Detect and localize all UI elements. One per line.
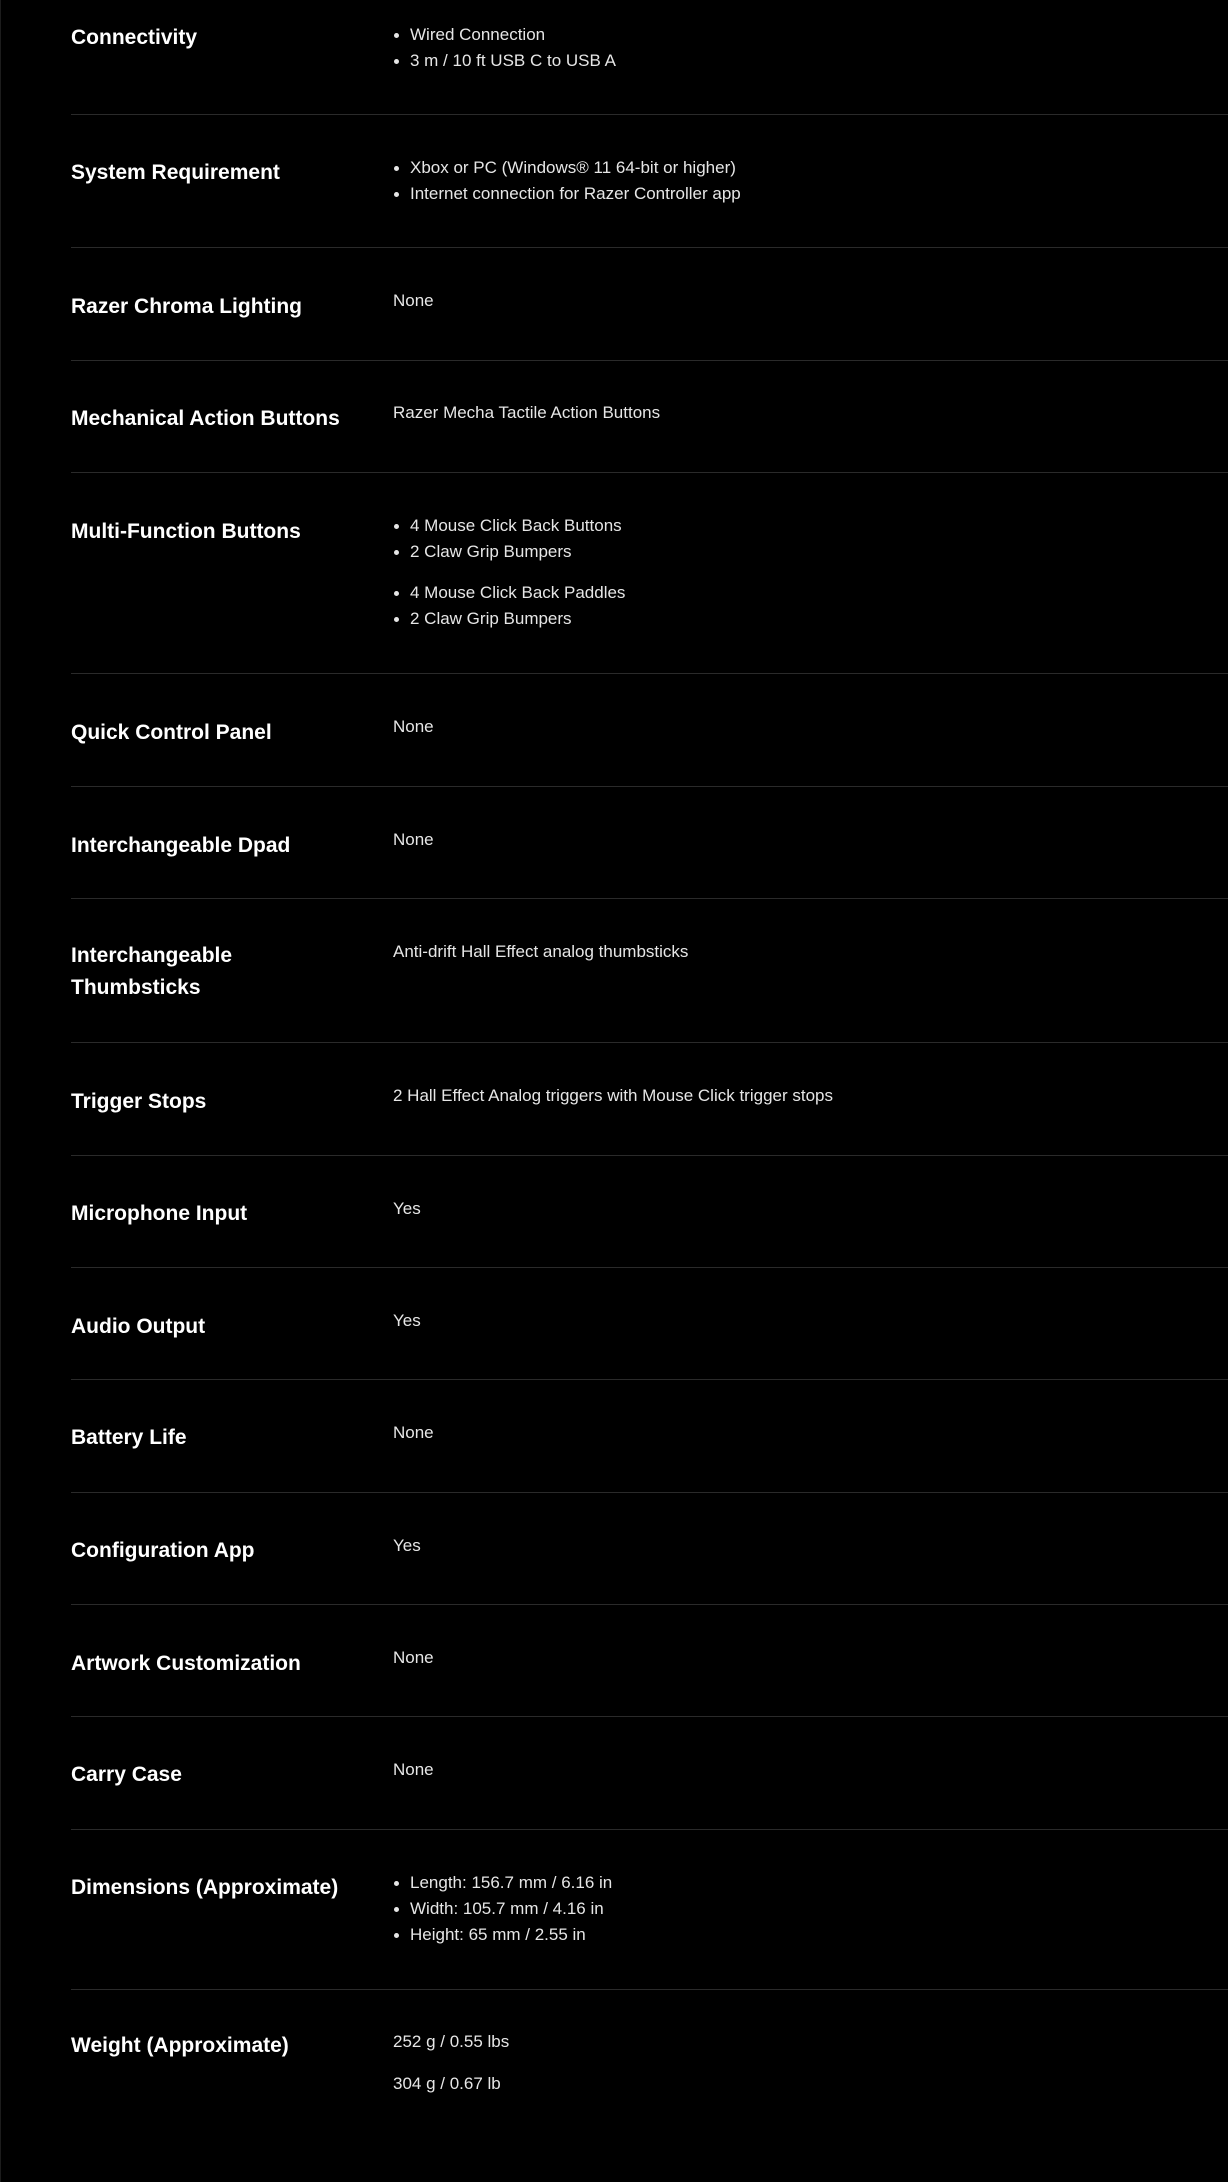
spec-value-text: None (393, 1423, 434, 1442)
spec-value-text: 304 g / 0.67 lb (393, 2074, 501, 2093)
spec-value-item: Internet connection for Razer Controller app (393, 181, 1208, 207)
spec-row (71, 899, 1228, 1043)
spec-value (393, 22, 1208, 74)
spec-value (393, 155, 1208, 207)
spec-value (393, 1645, 1208, 1671)
spec-value-text: None (393, 717, 434, 736)
spec-label: Carry Case (71, 1763, 182, 1786)
spec-value-item: 4 Mouse Click Back Paddles (393, 580, 1208, 606)
spec-value-item: 2 Claw Grip Bumpers (393, 606, 1208, 632)
spec-value-text: Yes (393, 1536, 421, 1555)
spec-label: Connectivity (71, 26, 198, 49)
spec-value-text: 2 Hall Effect Analog triggers with Mouse Click trigger stops (393, 1086, 833, 1105)
spec-value (393, 1308, 1208, 1334)
spec-value-item: 2 Claw Grip Bumpers (393, 539, 1208, 565)
spec-row (71, 1717, 1228, 1830)
spec-row (71, 0, 1228, 115)
spec-label: Interchangeable Dpad (71, 834, 291, 857)
spec-row (71, 1493, 1228, 1605)
spec-value (393, 1083, 1208, 1109)
spec-value-list (393, 1870, 1208, 1948)
spec-value (393, 288, 1208, 314)
spec-label: Interchangeable Thumbsticks (71, 944, 233, 999)
spec-value-list (393, 155, 1208, 207)
spec-row (71, 248, 1228, 361)
spec-value (393, 1757, 1208, 1783)
spec-label: Battery Life (71, 1426, 187, 1449)
spec-value-text: None (393, 830, 434, 849)
spec-row (71, 1156, 1228, 1268)
spec-value (393, 1533, 1208, 1559)
spec-value-list (393, 22, 1208, 74)
spec-label: Razer Chroma Lighting (71, 295, 303, 318)
spec-value (393, 400, 1208, 426)
spec-label: Microphone Input (71, 1202, 248, 1225)
spec-value (393, 827, 1208, 853)
spec-value-text: None (393, 291, 434, 310)
spec-label: Weight (Approximate) (71, 2034, 289, 2057)
spec-row (71, 674, 1228, 787)
spec-value-text: None (393, 1648, 434, 1667)
spec-value-item: Height: 65 mm / 2.55 in (393, 1922, 1208, 1948)
spec-row (71, 361, 1228, 473)
spec-value-text: Razer Mecha Tactile Action Buttons (393, 403, 661, 422)
spec-value-text: 252 g / 0.55 lbs (393, 2032, 510, 2051)
spec-label: Audio Output (71, 1315, 206, 1338)
spec-value (393, 1870, 1208, 1948)
spec-label: Mechanical Action Buttons (71, 407, 340, 430)
spec-value-text: Yes (393, 1199, 421, 1218)
spec-row (71, 1830, 1228, 1990)
spec-value (393, 1196, 1208, 1222)
spec-value-list (393, 513, 1208, 565)
spec-value (393, 714, 1208, 740)
spec-row (71, 1043, 1228, 1156)
spec-label: Artwork Customization (71, 1652, 301, 1675)
spec-row (71, 1605, 1228, 1717)
spec-value-item: Width: 105.7 mm / 4.16 in (393, 1896, 1208, 1922)
spec-row (71, 1990, 1228, 2182)
spec-row (71, 473, 1228, 674)
spec-label: Multi-Function Buttons (71, 520, 301, 543)
spec-value-item: Xbox or PC (Windows® 11 64-bit or higher) (393, 155, 1208, 181)
spec-value (393, 1420, 1208, 1446)
spec-value (393, 939, 1208, 965)
spec-value-item: Wired Connection (393, 22, 1208, 48)
spec-value-item: 4 Mouse Click Back Buttons (393, 513, 1208, 539)
spec-label: Trigger Stops (71, 1090, 207, 1113)
spec-label: Configuration App (71, 1539, 255, 1562)
spec-label: Quick Control Panel (71, 721, 272, 744)
spec-row (71, 115, 1228, 248)
page-left-border (0, 0, 1, 2182)
spec-value-item: Length: 156.7 mm / 6.16 in (393, 1870, 1208, 1896)
spec-value-text: None (393, 1760, 434, 1779)
spec-row (71, 787, 1228, 899)
spec-row (71, 1268, 1228, 1380)
spec-value (393, 2029, 1208, 2097)
spec-value-text: Yes (393, 1311, 421, 1330)
spec-label: Dimensions (Approximate) (71, 1876, 339, 1899)
spec-row (71, 1380, 1228, 1493)
spec-value-text: Anti-drift Hall Effect analog thumbsticks (393, 942, 689, 961)
spec-value-list (393, 580, 1208, 632)
spec-value-item: 3 m / 10 ft USB C to USB A (393, 48, 1208, 74)
spec-value (393, 513, 1208, 632)
spec-label: System Requirement (71, 161, 280, 184)
